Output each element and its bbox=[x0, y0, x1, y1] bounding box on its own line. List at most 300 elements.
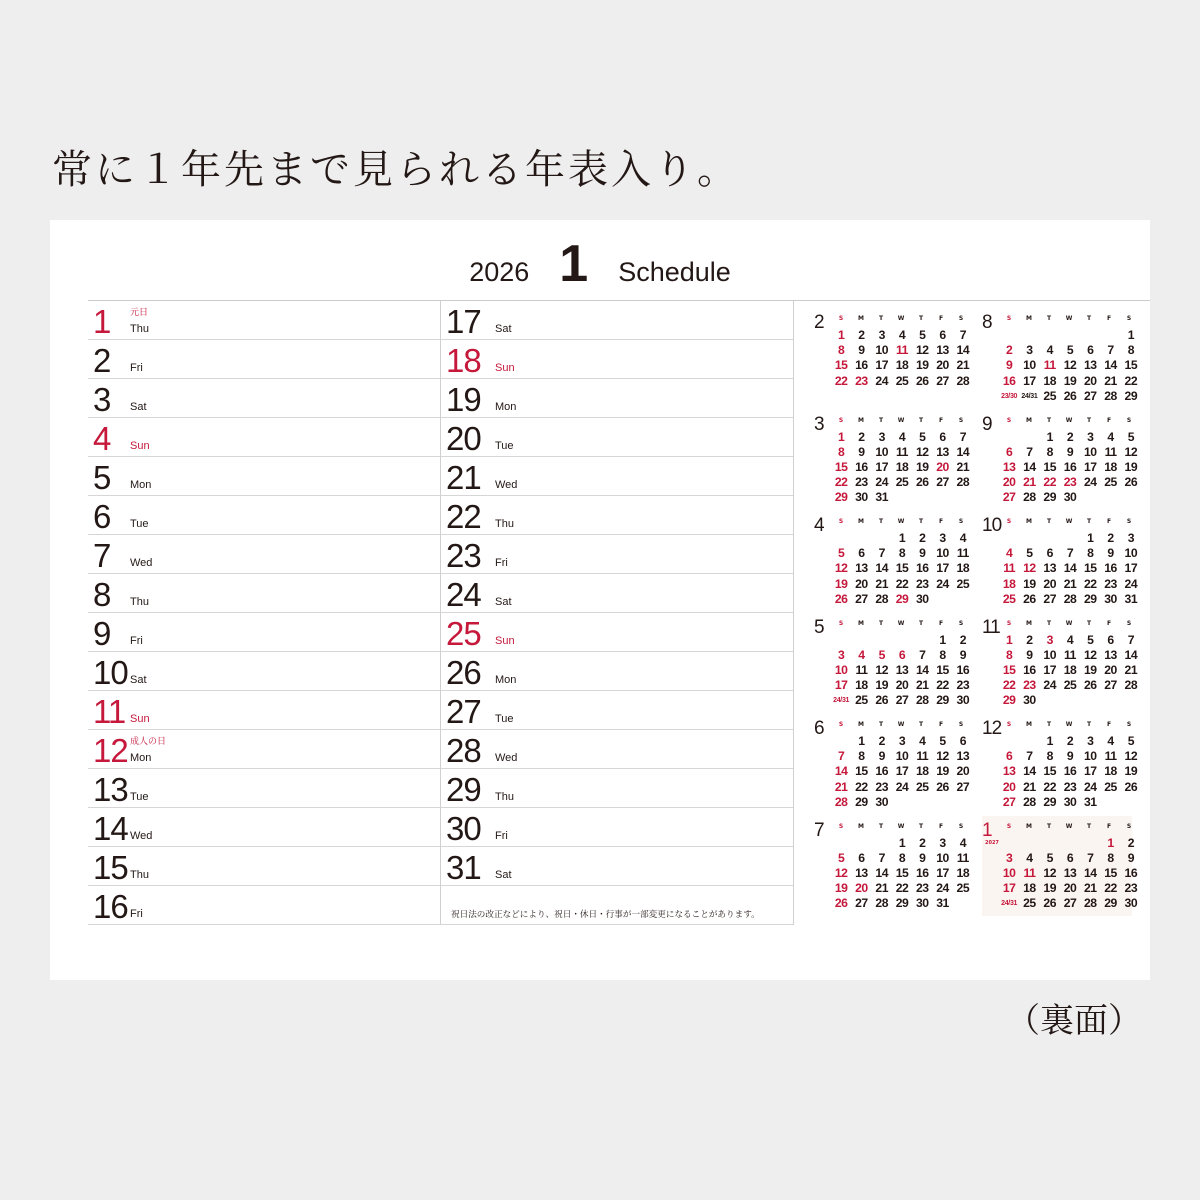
mini-day: 6 bbox=[939, 328, 946, 342]
day-row[interactable] bbox=[441, 691, 793, 730]
mini-day: 3 bbox=[1026, 343, 1033, 358]
mini-day: 6 bbox=[858, 850, 865, 865]
mini-day: 21 bbox=[1063, 576, 1077, 591]
mini-day bbox=[912, 795, 932, 810]
mini-day: 16 bbox=[875, 764, 888, 779]
mini-day: 29 bbox=[1083, 591, 1097, 606]
mini-day bbox=[1060, 836, 1080, 851]
mini-month-grid bbox=[831, 531, 973, 607]
mini-day: 1 bbox=[1046, 429, 1053, 444]
mini-day: 2 bbox=[1006, 343, 1013, 358]
mini-weekday: S bbox=[838, 822, 844, 830]
day-number: 23 bbox=[446, 537, 481, 574]
mini-day: 21 bbox=[1023, 779, 1036, 794]
mini-weekday: T bbox=[1046, 315, 1052, 322]
day-row[interactable] bbox=[88, 808, 440, 847]
mini-day: 29 bbox=[1043, 794, 1056, 809]
mini-weekday: T bbox=[918, 721, 924, 728]
mini-day: 7 bbox=[1107, 343, 1114, 358]
mini-day: 8 bbox=[838, 343, 845, 358]
day-weekday: Sat bbox=[495, 323, 512, 335]
mini-day bbox=[1100, 490, 1120, 505]
mini-day: 25 bbox=[915, 779, 929, 794]
mini-weekday-header bbox=[831, 621, 971, 627]
mini-day: 5 bbox=[1127, 429, 1134, 444]
day-number: 30 bbox=[446, 810, 481, 847]
mini-day: 6 bbox=[898, 647, 906, 662]
mini-day bbox=[999, 531, 1019, 546]
mini-day bbox=[1080, 693, 1100, 708]
mini-day: 17 bbox=[1083, 764, 1097, 779]
mini-day: 5 bbox=[838, 546, 845, 561]
mini-day: 9 bbox=[1066, 749, 1074, 764]
mini-day: 19 bbox=[915, 459, 929, 474]
mini-day: 18 bbox=[956, 865, 970, 880]
mini-month-number: 5 bbox=[814, 616, 825, 638]
mini-month-grid bbox=[999, 430, 1141, 506]
mini-day: 26 bbox=[1023, 591, 1036, 606]
mini-day: 13 bbox=[1002, 459, 1016, 474]
mini-day: 11 bbox=[956, 850, 969, 865]
mini-day: 20 bbox=[936, 459, 949, 474]
day-row[interactable] bbox=[88, 691, 440, 730]
mini-day: 22 bbox=[1124, 373, 1138, 388]
mini-weekday-header bbox=[999, 418, 1139, 424]
mini-weekday: S bbox=[838, 416, 844, 424]
day-row[interactable] bbox=[441, 418, 793, 457]
mini-day: 15 bbox=[1124, 358, 1138, 373]
mini-month bbox=[982, 308, 1138, 408]
day-number: 27 bbox=[446, 693, 481, 730]
day-number: 20 bbox=[446, 420, 481, 457]
mini-day: 11 bbox=[896, 444, 908, 459]
mini-day: 21 bbox=[875, 576, 888, 591]
mini-day: 27 bbox=[1104, 678, 1117, 693]
mini-day: 12 bbox=[936, 749, 949, 764]
mini-day: 23 bbox=[1063, 779, 1077, 794]
mini-day bbox=[1040, 328, 1060, 343]
day-row[interactable] bbox=[441, 535, 793, 574]
day-row[interactable] bbox=[88, 535, 440, 574]
mini-day: 11 bbox=[1104, 749, 1117, 764]
mini-day: 23 bbox=[1124, 881, 1138, 896]
mini-day: 22 bbox=[834, 373, 848, 388]
mini-month-grid bbox=[831, 734, 973, 810]
mini-day: 16 bbox=[915, 865, 929, 880]
mini-day: 24 bbox=[1043, 678, 1056, 693]
mini-day: 17 bbox=[936, 865, 949, 880]
day-row[interactable] bbox=[441, 730, 793, 769]
day-number: 29 bbox=[446, 771, 481, 808]
mini-day: 13 bbox=[1063, 865, 1077, 880]
day-number: 7 bbox=[93, 537, 111, 574]
mini-day: 19 bbox=[834, 576, 848, 591]
mini-day: 5 bbox=[878, 647, 885, 662]
mini-weekday: W bbox=[897, 619, 905, 627]
mini-weekday: S bbox=[1126, 416, 1132, 424]
day-number: 31 bbox=[446, 849, 481, 886]
mini-weekday: M bbox=[858, 416, 864, 424]
mini-day: 25 bbox=[895, 475, 909, 490]
mini-day: 26 bbox=[834, 591, 848, 606]
day-row[interactable] bbox=[441, 457, 793, 496]
day-number: 5 bbox=[93, 459, 111, 496]
mini-day: 15 bbox=[936, 662, 949, 677]
mini-day: 28 bbox=[956, 373, 970, 388]
mini-day: 3 bbox=[878, 429, 885, 444]
day-weekday: Tue bbox=[495, 713, 514, 725]
mini-day: 3 bbox=[939, 531, 946, 545]
mini-day: 1 bbox=[858, 734, 865, 748]
day-row[interactable] bbox=[441, 340, 793, 379]
mini-month bbox=[982, 511, 1138, 611]
mini-day: 26 bbox=[1124, 475, 1138, 490]
mini-day: 16 bbox=[855, 459, 868, 474]
mini-weekday-header bbox=[999, 316, 1139, 322]
calendar-sheet bbox=[50, 220, 1150, 980]
mini-weekday: W bbox=[1065, 822, 1073, 830]
mini-day: 9 bbox=[1026, 647, 1033, 662]
mini-day: 4 bbox=[959, 835, 966, 850]
mini-month-grid bbox=[999, 531, 1141, 607]
mini-day: 14 bbox=[875, 561, 888, 576]
mini-day: 26 bbox=[915, 475, 929, 490]
mini-day bbox=[892, 633, 912, 648]
mini-day: 8 bbox=[1127, 343, 1134, 358]
mini-day: 8 bbox=[939, 647, 946, 662]
mini-day: 21 bbox=[1023, 475, 1036, 490]
mini-day: 1 bbox=[838, 328, 845, 342]
mini-weekday: F bbox=[938, 822, 944, 830]
mini-day: 27 bbox=[956, 779, 970, 794]
mini-day: 17 bbox=[936, 561, 949, 576]
day-column-2 bbox=[441, 301, 794, 925]
mini-day: 6 bbox=[1006, 444, 1013, 459]
day-row[interactable] bbox=[88, 613, 440, 652]
day-row[interactable] bbox=[88, 574, 440, 613]
mini-day bbox=[1040, 836, 1060, 851]
mini-day: 17 bbox=[1002, 881, 1016, 896]
mini-day: 18 bbox=[1023, 881, 1036, 896]
day-weekday: Fri bbox=[130, 908, 143, 920]
mini-day: 10 bbox=[1124, 546, 1138, 561]
mini-day: 5 bbox=[919, 429, 926, 444]
mini-day: 3 bbox=[1087, 429, 1094, 444]
mini-weekday: S bbox=[958, 619, 964, 627]
mini-day: 24 bbox=[875, 475, 888, 490]
mini-day: 20 bbox=[1043, 576, 1056, 591]
mini-weekday: T bbox=[918, 518, 924, 525]
mini-weekday: M bbox=[858, 315, 864, 322]
mini-month-number: 3 bbox=[814, 413, 825, 435]
mini-weekday: T bbox=[878, 822, 884, 830]
mini-day: 18 bbox=[956, 561, 970, 576]
mini-day: 27 bbox=[855, 591, 868, 606]
day-number: 2 bbox=[93, 342, 111, 379]
mini-day: 6 bbox=[959, 734, 966, 748]
mini-day: 29 bbox=[855, 794, 868, 809]
mini-weekday: W bbox=[897, 822, 905, 830]
mini-day: 14 bbox=[1063, 561, 1077, 576]
day-number: 13 bbox=[93, 771, 128, 808]
mini-day: 9 bbox=[919, 546, 926, 561]
mini-day: 29 bbox=[1124, 388, 1138, 403]
mini-day: 23 bbox=[855, 475, 868, 490]
mini-day: 14 bbox=[1124, 647, 1138, 662]
mini-day: 29 bbox=[895, 896, 909, 911]
mini-day: 14 bbox=[915, 662, 929, 677]
mini-weekday: W bbox=[897, 721, 905, 728]
mini-weekday: T bbox=[1046, 822, 1052, 830]
mini-day bbox=[1019, 836, 1039, 851]
mini-day: 3 bbox=[1006, 850, 1013, 865]
day-row[interactable] bbox=[88, 418, 440, 457]
mini-weekday: W bbox=[897, 518, 905, 525]
day-number: 25 bbox=[446, 615, 481, 652]
mini-weekday: M bbox=[858, 721, 864, 728]
mini-day: 23 bbox=[1063, 475, 1077, 490]
mini-day: 26 bbox=[936, 779, 949, 794]
mini-month-number: 9 bbox=[982, 413, 993, 435]
day-row[interactable] bbox=[88, 301, 440, 340]
day-row[interactable] bbox=[441, 808, 793, 847]
mini-day: 16 bbox=[1002, 373, 1016, 388]
mini-day: 2 bbox=[1066, 734, 1074, 748]
mini-weekday: S bbox=[838, 721, 844, 728]
mini-day: 30 bbox=[1104, 591, 1117, 606]
day-weekday: Sat bbox=[130, 674, 147, 686]
mini-day bbox=[851, 633, 871, 648]
day-row[interactable] bbox=[88, 652, 440, 691]
mini-day: 6 bbox=[858, 546, 865, 561]
day-row[interactable] bbox=[88, 769, 440, 808]
mini-month-grid bbox=[999, 328, 1141, 404]
day-row[interactable] bbox=[441, 301, 793, 340]
mini-day: 15 bbox=[895, 561, 909, 576]
mini-weekday: M bbox=[1026, 822, 1032, 830]
day-number: 28 bbox=[446, 732, 481, 769]
mini-day: 14 bbox=[1083, 865, 1097, 880]
mini-weekday-header bbox=[831, 519, 971, 525]
mini-day: 18 bbox=[855, 678, 868, 693]
day-number: 10 bbox=[93, 654, 128, 691]
day-weekday: Wed bbox=[130, 557, 153, 569]
mini-day: 10 bbox=[895, 749, 909, 764]
mini-day: 6 bbox=[1087, 343, 1094, 358]
mini-day: 8 bbox=[858, 749, 865, 764]
mini-weekday: M bbox=[1026, 518, 1032, 525]
mini-day: 30 bbox=[1063, 490, 1077, 505]
mini-day: 21 bbox=[875, 881, 888, 896]
mini-day: 1 bbox=[939, 632, 946, 647]
day-row[interactable] bbox=[441, 496, 793, 535]
mini-weekday: S bbox=[1126, 721, 1132, 728]
mini-day: 2 bbox=[1066, 429, 1074, 444]
mini-day: 15 bbox=[1002, 662, 1016, 677]
mini-day: 30 bbox=[915, 591, 929, 606]
mini-month bbox=[814, 816, 970, 916]
mini-day: 14 bbox=[834, 764, 848, 779]
mini-weekday: T bbox=[1086, 822, 1092, 830]
mini-day: 1 bbox=[1046, 734, 1053, 748]
mini-day: 9 bbox=[959, 647, 966, 662]
mini-day: 10 bbox=[1002, 865, 1016, 880]
mini-weekday: S bbox=[838, 518, 844, 525]
mini-weekday: F bbox=[938, 416, 944, 424]
day-row[interactable] bbox=[441, 769, 793, 808]
mini-day: 22 bbox=[895, 576, 909, 591]
mini-day: 28 bbox=[1083, 896, 1097, 911]
mini-day: 26 bbox=[1124, 779, 1138, 794]
mini-weekday: M bbox=[858, 518, 864, 525]
mini-day: 23 bbox=[1104, 576, 1117, 591]
mini-weekday: T bbox=[1046, 619, 1052, 627]
mini-day: 8 bbox=[1006, 647, 1013, 662]
headline: 常に１年先まで見られる年表入り。 bbox=[52, 147, 740, 193]
day-number: 21 bbox=[446, 459, 481, 496]
mini-day: 15 bbox=[1043, 459, 1056, 474]
day-row[interactable] bbox=[88, 730, 440, 769]
mini-day: 3 bbox=[898, 734, 906, 748]
mini-day: 24 bbox=[875, 373, 888, 388]
day-weekday: Sun bbox=[130, 440, 150, 452]
mini-day: 29 bbox=[936, 693, 949, 708]
mini-day: 8 bbox=[838, 444, 845, 459]
mini-month-grid bbox=[831, 633, 973, 709]
mini-weekday: S bbox=[1126, 822, 1132, 830]
mini-day: 23 bbox=[855, 373, 868, 388]
day-row[interactable] bbox=[88, 886, 440, 925]
mini-day: 10 bbox=[834, 662, 848, 677]
mini-day: 28 bbox=[1023, 794, 1036, 809]
mini-day: 16 bbox=[956, 662, 970, 677]
mini-weekday: S bbox=[1006, 416, 1012, 424]
mini-day: 26 bbox=[1083, 678, 1097, 693]
mini-day: 27 bbox=[855, 896, 868, 911]
mini-day: 30 bbox=[915, 896, 929, 911]
mini-day: 24 bbox=[936, 576, 949, 591]
mini-day: 13 bbox=[956, 749, 970, 764]
mini-day bbox=[999, 734, 1019, 749]
mini-weekday-header bbox=[999, 722, 1139, 728]
day-weekday: Fri bbox=[130, 635, 143, 647]
mini-day: 7 bbox=[919, 647, 926, 662]
mini-day: 11 bbox=[1023, 865, 1036, 880]
day-number: 9 bbox=[93, 615, 111, 652]
mini-day: 3 bbox=[1087, 734, 1094, 748]
day-row[interactable] bbox=[441, 379, 793, 418]
mini-month bbox=[982, 714, 1138, 814]
day-row[interactable] bbox=[88, 457, 440, 496]
day-weekday: Wed bbox=[495, 752, 518, 764]
mini-day: 17 bbox=[1083, 459, 1097, 474]
mini-day: 23 bbox=[1023, 678, 1036, 693]
mini-day bbox=[1060, 693, 1080, 708]
mini-weekday-header bbox=[831, 418, 971, 424]
mini-day: 19 bbox=[1043, 881, 1056, 896]
mini-day: 13 bbox=[936, 444, 949, 459]
mini-day: 10 bbox=[1023, 358, 1036, 373]
mini-day: 1 bbox=[1107, 835, 1114, 850]
mini-day: 15 bbox=[1083, 561, 1097, 576]
day-row[interactable] bbox=[441, 652, 793, 691]
day-row[interactable] bbox=[441, 847, 793, 886]
mini-weekday: W bbox=[1065, 619, 1073, 627]
mini-weekday: T bbox=[1086, 416, 1092, 424]
day-number: 3 bbox=[93, 381, 111, 418]
mini-month-year: 2027 bbox=[985, 839, 999, 846]
mini-day: 12 bbox=[875, 662, 888, 677]
mini-weekday: T bbox=[918, 619, 924, 627]
mini-day bbox=[1080, 490, 1100, 505]
mini-weekday: S bbox=[958, 721, 964, 728]
mini-day: 10 bbox=[1083, 749, 1097, 764]
mini-day: 24/31 bbox=[1001, 900, 1018, 908]
mini-day: 20 bbox=[936, 358, 949, 373]
day-row[interactable] bbox=[441, 574, 793, 613]
mini-day: 12 bbox=[834, 561, 848, 576]
mini-day: 23 bbox=[915, 576, 929, 591]
day-row[interactable] bbox=[88, 340, 440, 379]
mini-weekday: T bbox=[1046, 721, 1052, 728]
mini-day: 31 bbox=[1083, 794, 1097, 809]
mini-weekday: M bbox=[1026, 315, 1032, 322]
mini-day: 28 bbox=[875, 896, 888, 911]
mini-day: 13 bbox=[936, 343, 949, 358]
mini-month-grid bbox=[831, 328, 973, 389]
mini-day: 26 bbox=[1063, 388, 1077, 403]
mini-day: 7 bbox=[1087, 850, 1094, 865]
mini-day: 17 bbox=[834, 678, 848, 693]
mini-weekday: T bbox=[1046, 416, 1052, 424]
day-weekday: Thu bbox=[130, 323, 149, 335]
day-row[interactable] bbox=[441, 613, 793, 652]
mini-day: 22 bbox=[855, 779, 868, 794]
mini-day: 4 bbox=[898, 328, 906, 342]
mini-month bbox=[982, 410, 1138, 510]
mini-day: 7 bbox=[1066, 546, 1074, 561]
mini-weekday: F bbox=[1106, 721, 1112, 728]
day-row[interactable] bbox=[88, 847, 440, 886]
mini-day: 25 bbox=[1063, 678, 1077, 693]
mini-day: 5 bbox=[919, 328, 926, 342]
mini-weekday: W bbox=[1065, 721, 1073, 728]
mini-day bbox=[851, 531, 871, 546]
day-number: 17 bbox=[446, 303, 481, 340]
mini-day: 18 bbox=[1002, 576, 1016, 591]
mini-day: 4 bbox=[1006, 546, 1013, 561]
mini-day bbox=[872, 836, 892, 851]
mini-month-number: 8 bbox=[982, 312, 993, 333]
mini-day bbox=[1040, 531, 1060, 546]
mini-day bbox=[1100, 328, 1120, 343]
note-row bbox=[441, 886, 793, 925]
day-weekday: Fri bbox=[495, 830, 508, 842]
mini-day: 9 bbox=[858, 444, 865, 459]
holiday-label: 成人の日 bbox=[130, 737, 167, 747]
mini-month bbox=[982, 816, 1138, 916]
mini-day: 28 bbox=[1124, 678, 1138, 693]
day-number: 4 bbox=[93, 420, 111, 457]
mini-day: 28 bbox=[875, 591, 888, 606]
calendar-title bbox=[50, 234, 1150, 294]
day-row[interactable] bbox=[88, 496, 440, 535]
day-weekday: Wed bbox=[495, 479, 518, 491]
mini-weekday-header bbox=[831, 316, 971, 322]
mini-day: 4 bbox=[919, 734, 926, 748]
mini-month-number: 4 bbox=[814, 515, 825, 536]
day-row[interactable] bbox=[88, 379, 440, 418]
